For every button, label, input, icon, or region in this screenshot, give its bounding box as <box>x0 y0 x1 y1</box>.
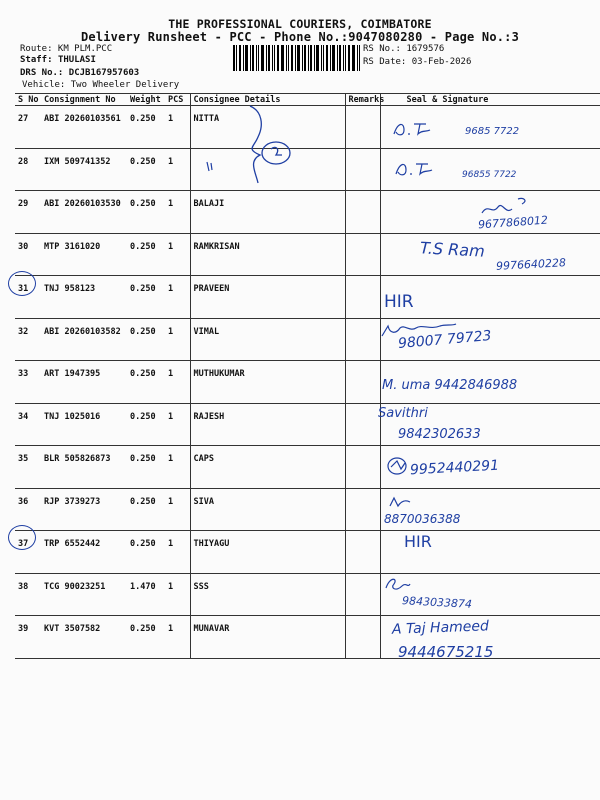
handwriting-35: 9952440291 <box>409 457 500 479</box>
cell-sno: 36 <box>15 488 41 531</box>
cell-remarks <box>345 531 380 574</box>
handwriting-29: 9677868012 <box>477 213 549 232</box>
cell-remarks <box>345 573 380 616</box>
cell-sno: 39 <box>15 616 41 659</box>
col-pcs: PCS <box>165 94 190 106</box>
cell-consignment: ABI 20260103561 <box>41 106 127 149</box>
handwriting-39-name: A Taj Hameed <box>391 618 490 638</box>
drs-number: DCJB167957603 <box>68 68 140 78</box>
cell-remarks <box>345 318 380 361</box>
cell-consignment: TNJ 958123 <box>41 276 127 319</box>
cell-remarks <box>345 361 380 404</box>
cell-remarks <box>345 233 380 276</box>
cell-weight: 0.250 <box>127 233 165 276</box>
handwriting-34-name: Savithri <box>378 406 428 421</box>
table-header-row <box>15 94 600 106</box>
runsheet-subtitle: Delivery Runsheet - PCC - Phone No.:9047080280 - Page No.:3 <box>80 30 520 44</box>
handwriting-30-name: T.S Ram <box>419 238 486 261</box>
handwriting-28: 96855 7722 <box>462 170 517 180</box>
cell-pcs: 1 <box>165 361 190 404</box>
cell-consignment: TNJ 1025016 <box>41 403 127 446</box>
cell-pcs: 1 <box>165 318 190 361</box>
table-row <box>15 446 600 489</box>
cell-consignment: TRP 6552442 <box>41 531 127 574</box>
cell-pcs: 1 <box>165 531 190 574</box>
cell-consignment: MTP 3161020 <box>41 233 127 276</box>
cell-remarks <box>345 191 380 234</box>
route-text: Route: KM PLM.PCC <box>20 44 113 54</box>
table-row <box>15 573 600 616</box>
rs-date: RS Date: 03-Feb-2026 <box>363 57 472 67</box>
staff-name: THULASI <box>57 55 96 65</box>
cell-consignee: BALAJI <box>190 191 345 234</box>
tick-mark <box>205 160 215 174</box>
cell-pcs: 1 <box>165 573 190 616</box>
cell-sno: 35 <box>15 446 41 489</box>
cell-signature <box>380 233 600 276</box>
cell-weight: 0.250 <box>127 276 165 319</box>
signature-28 <box>392 158 438 178</box>
handwriting-30-phone: 9976640228 <box>495 256 567 273</box>
circle-mark-31 <box>8 271 36 296</box>
company-title: THE PROFESSIONAL COURIERS, COIMBATORE <box>168 17 432 31</box>
col-weight: Weight <box>127 94 165 106</box>
cell-consignment: RJP 3739273 <box>41 488 127 531</box>
drs-label: DRS No.: <box>20 68 64 78</box>
cell-consignee: NITTA <box>190 106 345 149</box>
signature-27 <box>390 118 438 138</box>
cell-remarks <box>345 446 380 489</box>
cell-consignment: ART 1947395 <box>41 361 127 404</box>
vehicle-text: Vehicle: Two Wheeler Delivery <box>22 80 180 90</box>
cell-remarks <box>345 403 380 446</box>
cell-consignment: KVT 3507582 <box>41 616 127 659</box>
table-row <box>15 276 600 319</box>
handwriting-37: HIR <box>404 532 432 551</box>
cell-consignee: MUTHUKUMAR <box>190 361 345 404</box>
handwriting-31: HIR <box>384 292 414 312</box>
cell-sno: 32 <box>15 318 41 361</box>
col-sno: S No <box>15 94 41 106</box>
bracket-mark <box>232 103 302 193</box>
cell-remarks <box>345 148 380 191</box>
handwriting-36: 8870036388 <box>384 512 461 526</box>
cell-consignment: BLR 505826873 <box>41 446 127 489</box>
cell-sno: 38 <box>15 573 41 616</box>
table-row <box>15 488 600 531</box>
cell-consignee: MUNAVAR <box>190 616 345 659</box>
cell-consignee: RAJESH <box>190 403 345 446</box>
cell-pcs: 1 <box>165 191 190 234</box>
cell-consignee: RAMKRISAN <box>190 233 345 276</box>
cell-consignee: PRAVEEN <box>190 276 345 319</box>
cell-sno: 27 <box>15 106 41 149</box>
cell-sno: 33 <box>15 361 41 404</box>
cell-pcs: 1 <box>165 616 190 659</box>
cell-sno: 31 <box>15 276 41 319</box>
drs-line <box>20 68 139 78</box>
cell-pcs: 1 <box>165 276 190 319</box>
cell-pcs: 1 <box>165 403 190 446</box>
signature-35 <box>385 455 409 477</box>
cell-weight: 0.250 <box>127 616 165 659</box>
cell-sno: 28 <box>15 148 41 191</box>
cell-pcs: 1 <box>165 446 190 489</box>
signature-36 <box>388 494 414 510</box>
cell-sno: 37 <box>15 531 41 574</box>
col-signature: Seal & Signature <box>380 94 600 106</box>
cell-weight: 0.250 <box>127 488 165 531</box>
cell-pcs: 1 <box>165 488 190 531</box>
cell-weight: 0.250 <box>127 361 165 404</box>
cell-consignee: SSS <box>190 573 345 616</box>
cell-consignment: ABI 20260103582 <box>41 318 127 361</box>
cell-consignee: SIVA <box>190 488 345 531</box>
handwriting-34-phone: 9842302633 <box>398 427 481 442</box>
handwriting-33: M. uma 9442846988 <box>382 378 518 393</box>
cell-weight: 0.250 <box>127 403 165 446</box>
cell-weight: 0.250 <box>127 531 165 574</box>
cell-remarks <box>345 106 380 149</box>
cell-weight: 0.250 <box>127 191 165 234</box>
staff-line <box>20 55 96 65</box>
cell-sno: 34 <box>15 403 41 446</box>
cell-sno: 29 <box>15 191 41 234</box>
cell-pcs: 1 <box>165 233 190 276</box>
cell-weight: 0.250 <box>127 446 165 489</box>
rs-number: RS No.: 1679576 <box>363 44 445 54</box>
table-row <box>15 616 600 659</box>
cell-remarks <box>345 276 380 319</box>
cell-pcs: 1 <box>165 148 190 191</box>
circle-mark-37 <box>8 525 36 550</box>
cell-weight: 0.250 <box>127 148 165 191</box>
cell-remarks <box>345 616 380 659</box>
staff-label: Staff: <box>20 55 53 65</box>
table-row <box>15 318 600 361</box>
cell-pcs: 1 <box>165 106 190 149</box>
handwriting-32: 98007 79723 <box>397 327 493 353</box>
cell-consignee: VIMAL <box>190 318 345 361</box>
cell-consignment: IXM 509741352 <box>41 148 127 191</box>
col-consignment: Consignment No <box>41 94 127 106</box>
barcode <box>233 45 360 71</box>
cell-weight: 0.250 <box>127 106 165 149</box>
cell-weight: 1.470 <box>127 573 165 616</box>
cell-consignee: THIYAGU <box>190 531 345 574</box>
table-row <box>15 531 600 574</box>
signature-38 <box>382 574 412 596</box>
handwriting-39-phone: 9444675215 <box>398 643 494 661</box>
col-consignee: Consignee Details <box>190 94 345 106</box>
cell-consignment: TCG 90023251 <box>41 573 127 616</box>
table-row <box>15 403 600 446</box>
cell-consignee: CAPS <box>190 446 345 489</box>
cell-weight: 0.250 <box>127 318 165 361</box>
cell-remarks <box>345 488 380 531</box>
col-remarks: Remarks <box>345 94 380 106</box>
cell-sno: 30 <box>15 233 41 276</box>
handwriting-27: 9685 7722 <box>465 126 520 137</box>
handwriting-38: 9843033874 <box>401 594 473 611</box>
cell-consignment: ABI 20260103530 <box>41 191 127 234</box>
